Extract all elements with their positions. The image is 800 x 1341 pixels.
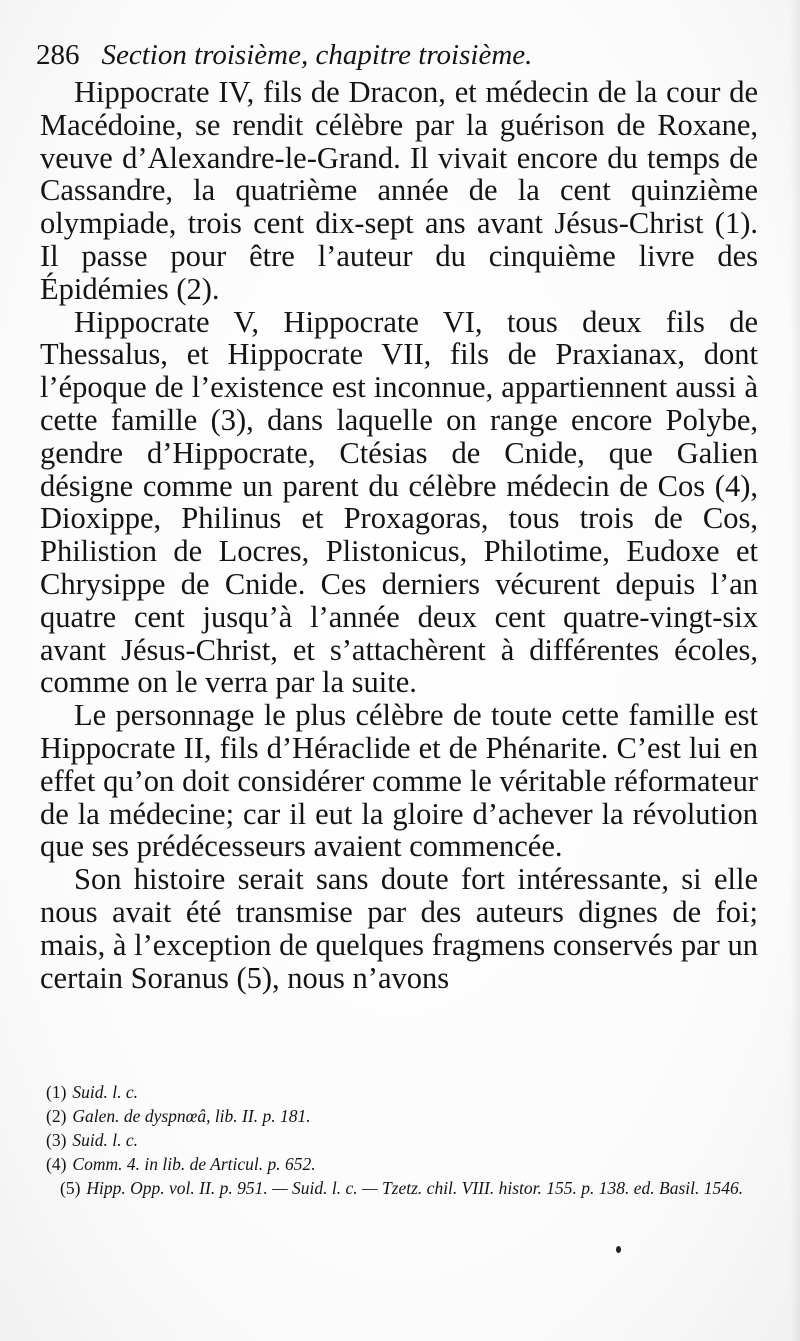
footnote-number: (5) <box>60 1178 81 1198</box>
footnote-text: Comm. 4. in lib. de Articul. p. 652. <box>72 1154 316 1174</box>
footnote-number: (4) <box>46 1154 67 1174</box>
running-header <box>36 38 756 72</box>
footnote-3 <box>46 1128 758 1152</box>
footnotes <box>46 1080 758 1200</box>
footnote-5 <box>46 1176 758 1200</box>
paragraph-2: Hippocrate V, Hippocrate VI, tous deux fils de Thessalus, et Hippocrate VII, fils de Praxianax, dont l’époque de l’existence est inconnue, appartiennent aussi à cette famille (3), dans laquelle on range encore Polybe, gendre d’Hippocrate, Ctésias de Cnide, que Galien désigne comme un parent du célèbre médecin de Cos (4), Dioxippe, Philinus et Proxagoras, tous trois de Cos, Philistion de Locres, Plistonicus, Philotime, Eudoxe et Chrysippe de Cnide. Ces derniers vécurent depuis l’an quatre cent jusqu’à l’année deux cent quatre-vingt-six avant Jésus-Christ, et s’attachèrent à différentes écoles, comme on le verra par la suite. <box>40 304 758 700</box>
footnote-number: (2) <box>46 1106 67 1126</box>
footnote-2 <box>46 1104 758 1128</box>
ink-speck <box>616 1246 621 1253</box>
running-title: Section troisième, chapitre troisième. <box>101 39 533 71</box>
footnote-number: (3) <box>46 1130 67 1150</box>
footnote-text: Galen. de dyspnœâ, lib. II. p. 181. <box>72 1106 311 1126</box>
footnote-4 <box>46 1152 758 1176</box>
footnote-text: Suid. l. c. <box>72 1130 139 1150</box>
body-text <box>40 76 758 994</box>
page-edge-shadow <box>790 0 800 1341</box>
page-number: 286 <box>36 39 80 71</box>
paragraph-1: Hippocrate IV, fils de Dracon, et médecin de la cour de Macédoine, se rendit célèbre par la guérison de Roxane, veuve d’Alexandre-le-Grand. Il vivait encore du temps de Cassandre, la quatrième année de la cent quinzième olympiade, trois cent dix-sept ans avant Jésus-Christ (1). Il passe pour être l’auteur du cinquième livre des Épidémies (2). <box>40 75 758 306</box>
footnote-text: Hipp. Opp. vol. II. p. 951. — Suid. l. c. — Tzetz. chil. VIII. histor. 155. p. 138. ed. Basil. 1546. <box>86 1178 744 1198</box>
paragraph-3: Le personnage le plus célèbre de toute cette famille est Hippocrate II, fils d’Héraclide et de Phénarite. C’est lui en effet qu’on doit considérer comme le véritable réformateur de la médecine; car il eut la gloire d’achever la révolution que ses prédécesseurs avaient commencée. <box>40 698 758 864</box>
footnote-text: Suid. l. c. <box>72 1082 139 1102</box>
footnote-number: (1) <box>46 1082 67 1102</box>
paragraph-4: Son histoire serait sans doute fort intéressante, si elle nous avait été transmise par des auteurs dignes de foi; mais, à l’exception de quelques fragmens conservés par un certain Soranus (5), nous n’avons <box>40 862 758 995</box>
footnote-1 <box>46 1080 758 1104</box>
